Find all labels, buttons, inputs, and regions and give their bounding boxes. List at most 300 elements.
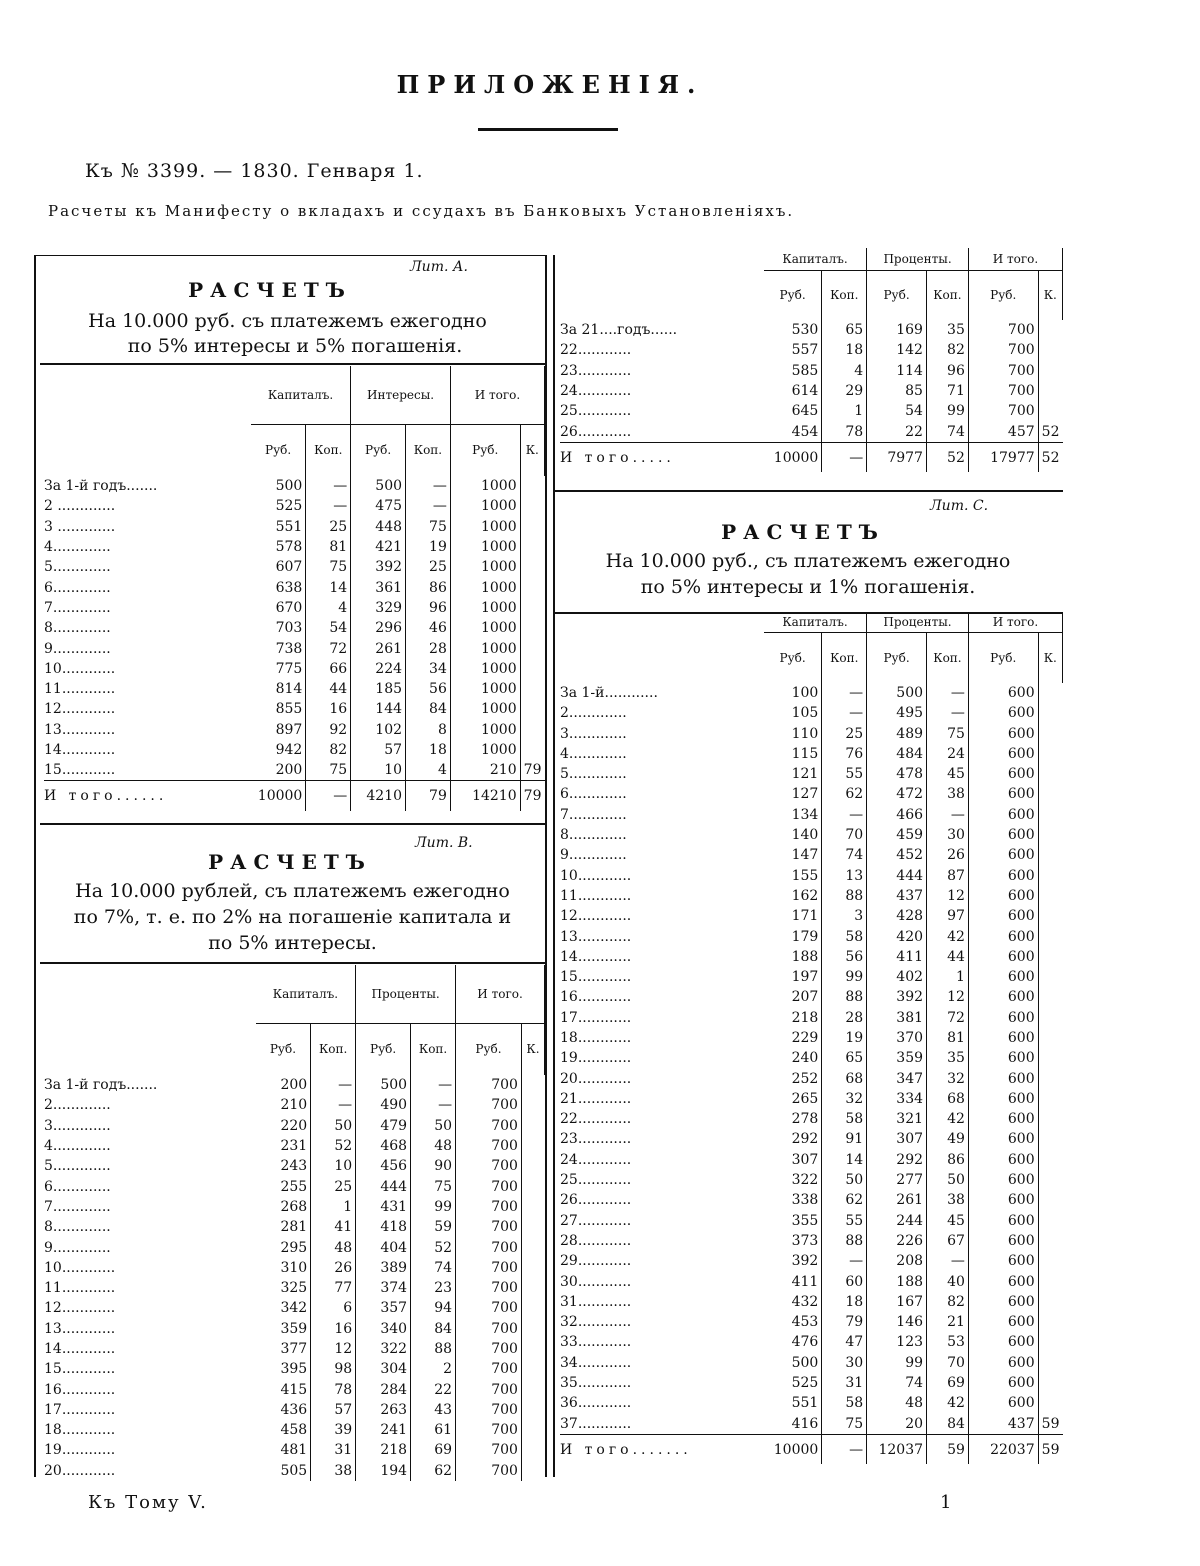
cap-rub-cell: 121 bbox=[764, 764, 822, 784]
row-label: 24............ bbox=[560, 383, 632, 400]
table-row bbox=[44, 1095, 545, 1115]
cap-kop-cell: 58 bbox=[822, 926, 867, 946]
total-rub-cell: 700 bbox=[456, 1095, 522, 1115]
col-k: К. bbox=[1038, 270, 1062, 320]
total-rub-cell: 700 bbox=[456, 1278, 522, 1298]
total-kop-cell bbox=[1038, 865, 1062, 885]
int-kop-cell: — bbox=[411, 1075, 456, 1095]
table-row bbox=[560, 381, 1063, 401]
cap-kop-cell: 54 bbox=[306, 618, 351, 638]
total-kop-cell bbox=[1038, 1008, 1062, 1028]
lit-a-bottom-rule bbox=[40, 823, 545, 825]
total-rub-cell: 1000 bbox=[450, 740, 520, 760]
col-k: К. bbox=[521, 1023, 544, 1075]
int-rub-cell: 444 bbox=[356, 1176, 411, 1196]
row-label: 18............ bbox=[44, 1422, 116, 1439]
row-label: 7............. bbox=[44, 1198, 111, 1215]
cap-rub-cell: 530 bbox=[764, 320, 822, 340]
int-rub-cell: 428 bbox=[867, 906, 927, 926]
cap-rub-cell: 557 bbox=[764, 340, 822, 360]
cap-rub-cell: 171 bbox=[764, 906, 822, 926]
total-rub-cell: 700 bbox=[456, 1217, 522, 1237]
cap-kop-cell: 75 bbox=[822, 1413, 867, 1434]
int-kop-cell: 71 bbox=[926, 381, 968, 401]
cap-kop-cell: 47 bbox=[822, 1332, 867, 1352]
cap-rub-cell: 395 bbox=[256, 1359, 311, 1379]
row-label: 33............ bbox=[560, 1334, 632, 1351]
int-rub-cell: 431 bbox=[356, 1197, 411, 1217]
col-rub: Руб. bbox=[968, 270, 1038, 320]
cap-kop-cell: 78 bbox=[822, 421, 867, 442]
table-row bbox=[560, 784, 1063, 804]
int-rub-cell: 146 bbox=[867, 1312, 927, 1332]
lit-c-raschet: РАСЧЕТЪ bbox=[721, 520, 885, 544]
total-kop-cell bbox=[521, 1420, 544, 1440]
cap-rub-cell: 500 bbox=[764, 1353, 822, 1373]
row-label: 17............ bbox=[560, 1009, 632, 1026]
int-kop-cell: 84 bbox=[406, 699, 451, 719]
int-rub-cell: 404 bbox=[356, 1237, 411, 1257]
row-label: 34............ bbox=[560, 1354, 632, 1371]
row-label: 5............. bbox=[560, 766, 627, 783]
cap-kop-cell: 70 bbox=[822, 825, 867, 845]
table-row bbox=[560, 320, 1063, 340]
total-rub-cell: 700 bbox=[968, 361, 1038, 381]
int-kop-cell: 68 bbox=[927, 1089, 969, 1109]
cap-kop-cell: 38 bbox=[311, 1461, 356, 1481]
int-kop-cell: 49 bbox=[927, 1129, 969, 1149]
total-rub-cell: 700 bbox=[456, 1116, 522, 1136]
cap-kop-cell: — bbox=[822, 703, 867, 723]
cap-rub-cell: 500 bbox=[251, 476, 306, 496]
cap-kop-cell: 16 bbox=[306, 699, 351, 719]
int-kop-cell: 50 bbox=[927, 1170, 969, 1190]
total-kop-cell bbox=[1038, 1028, 1062, 1048]
int-kop-cell: 96 bbox=[406, 598, 451, 618]
total-rub-cell: 1000 bbox=[450, 496, 520, 516]
int-rub-cell: 459 bbox=[867, 825, 927, 845]
int-rub-cell: 418 bbox=[356, 1217, 411, 1237]
total-rub-cell: 700 bbox=[968, 340, 1038, 360]
int-rub-cell: 54 bbox=[867, 401, 927, 421]
int-kop-cell: 50 bbox=[411, 1116, 456, 1136]
total-kop-cell bbox=[520, 740, 544, 760]
int-rub-cell: 357 bbox=[356, 1298, 411, 1318]
int-rub-cell: 307 bbox=[867, 1129, 927, 1149]
int-rub-cell: 374 bbox=[356, 1278, 411, 1298]
cap-rub-cell: 454 bbox=[764, 421, 822, 442]
int-kop-cell: 30 bbox=[927, 825, 969, 845]
cap-kop-cell: 3 bbox=[822, 906, 867, 926]
total-rub-cell: 600 bbox=[968, 947, 1038, 967]
row-label: 14............ bbox=[44, 742, 116, 758]
cap-kop-cell: 65 bbox=[822, 320, 867, 340]
table-row bbox=[560, 1129, 1063, 1149]
total-kop-cell bbox=[1038, 947, 1062, 967]
cap-rub-cell: 231 bbox=[256, 1136, 311, 1156]
cap-kop-cell: 78 bbox=[311, 1379, 356, 1399]
table-row bbox=[44, 1278, 545, 1298]
left-top-line bbox=[34, 255, 545, 256]
total-rub-cell: 600 bbox=[968, 967, 1038, 987]
col-kop: Коп. bbox=[406, 424, 451, 476]
table-row bbox=[560, 947, 1063, 967]
cap-kop-cell: 13 bbox=[822, 865, 867, 885]
row-label: 7............. bbox=[44, 599, 111, 616]
total-rub-cell: 1000 bbox=[450, 598, 520, 618]
col-kop: Коп. bbox=[822, 270, 867, 320]
cap-kop-cell: 4 bbox=[822, 361, 867, 381]
row-label: 16............ bbox=[44, 1381, 116, 1398]
total-kop-cell bbox=[1038, 320, 1062, 340]
cap-rub-cell: 134 bbox=[764, 805, 822, 825]
cap-kop-cell: 58 bbox=[822, 1109, 867, 1129]
row-label: 17............ bbox=[44, 1401, 116, 1418]
cap-kop-cell: — bbox=[822, 1251, 867, 1271]
cap-rub-cell: 342 bbox=[256, 1298, 311, 1318]
row-label: 12............ bbox=[44, 701, 116, 718]
int-rub-cell: 218 bbox=[356, 1440, 411, 1460]
int-kop-cell: 8 bbox=[406, 720, 451, 740]
row-label: 36............ bbox=[560, 1395, 632, 1412]
total-kop-cell bbox=[521, 1156, 544, 1176]
total-kop-cell: 59 bbox=[1041, 1415, 1060, 1432]
col-rub: Руб. bbox=[764, 633, 822, 683]
int-kop-cell: 72 bbox=[927, 1008, 969, 1028]
total-rub-cell: 600 bbox=[968, 1353, 1038, 1373]
row-label: 26............ bbox=[560, 423, 632, 440]
total-rub-cell: 600 bbox=[968, 1271, 1038, 1291]
total-kop-cell bbox=[1038, 845, 1062, 865]
cap-kop-cell: 12 bbox=[311, 1339, 356, 1359]
cap-kop-cell: 1 bbox=[822, 401, 867, 421]
int-rub-cell: 500 bbox=[351, 476, 406, 496]
row-label: 2 ............. bbox=[44, 498, 116, 515]
cap-kop-cell: — bbox=[306, 476, 351, 496]
table-row bbox=[560, 967, 1063, 987]
col-k: К. bbox=[1038, 633, 1062, 683]
document-subheading: Расчеты къ Манифесту о вкладахъ и ссудахъ въ Банковыхъ Установленіяхъ. bbox=[48, 202, 795, 220]
int-kop-cell: 12 bbox=[927, 886, 969, 906]
cap-rub-cell: 110 bbox=[764, 723, 822, 743]
cap-kop-cell: 14 bbox=[306, 577, 351, 597]
cap-kop-cell: — bbox=[822, 1434, 867, 1464]
total-kop-cell bbox=[1038, 1129, 1062, 1149]
total-kop-cell bbox=[520, 577, 544, 597]
cap-rub-cell: 814 bbox=[251, 679, 306, 699]
col-kop: Коп. bbox=[306, 424, 351, 476]
cap-kop-cell: 88 bbox=[822, 886, 867, 906]
int-rub-cell: 7977 bbox=[867, 442, 927, 472]
int-rub-cell: 437 bbox=[867, 886, 927, 906]
table-row bbox=[560, 845, 1063, 865]
cap-kop-cell: — bbox=[822, 805, 867, 825]
cap-kop-cell: 31 bbox=[311, 1440, 356, 1460]
table-row bbox=[44, 577, 545, 597]
cap-kop-cell: 29 bbox=[822, 381, 867, 401]
cap-kop-cell: 77 bbox=[311, 1278, 356, 1298]
total-rub-cell: 600 bbox=[968, 744, 1038, 764]
lit-c-table bbox=[560, 612, 1063, 1464]
row-label: 6............. bbox=[44, 1178, 111, 1195]
int-kop-cell: 82 bbox=[926, 340, 968, 360]
total-kop-cell bbox=[1038, 1150, 1062, 1170]
lit-b-label: Лит. В. bbox=[415, 835, 473, 851]
table-row bbox=[44, 1116, 545, 1136]
int-rub-cell: 57 bbox=[351, 740, 406, 760]
cap-rub-cell: 268 bbox=[256, 1197, 311, 1217]
row-label: 16............ bbox=[560, 989, 632, 1006]
table-row bbox=[560, 1292, 1063, 1312]
cap-rub-cell: 525 bbox=[251, 496, 306, 516]
int-kop-cell: 43 bbox=[411, 1400, 456, 1420]
total-rub-cell: 1000 bbox=[450, 557, 520, 577]
total-kop-cell bbox=[520, 496, 544, 516]
row-label: 29............ bbox=[560, 1253, 632, 1270]
int-kop-cell: 61 bbox=[411, 1420, 456, 1440]
row-label: 11............ bbox=[560, 887, 632, 904]
total-kop-cell bbox=[1038, 1048, 1062, 1068]
int-kop-cell: 74 bbox=[411, 1258, 456, 1278]
col-kop: Коп. bbox=[927, 633, 969, 683]
total-rub-cell: 600 bbox=[968, 825, 1038, 845]
cap-kop-cell: 88 bbox=[822, 987, 867, 1007]
int-kop-cell: 23 bbox=[411, 1278, 456, 1298]
cap-kop-cell: 30 bbox=[822, 1353, 867, 1373]
col-itogo: И того. bbox=[968, 248, 1062, 270]
col-protsenty: Проценты. bbox=[356, 965, 456, 1023]
row-label: За 1-й годъ....... bbox=[44, 1077, 158, 1094]
cap-rub-cell: 432 bbox=[764, 1292, 822, 1312]
cap-kop-cell: 92 bbox=[306, 720, 351, 740]
cap-rub-cell: 505 bbox=[256, 1461, 311, 1481]
total-kop-cell bbox=[1038, 381, 1062, 401]
int-kop-cell: 22 bbox=[411, 1379, 456, 1399]
total-rub-cell: 1000 bbox=[450, 618, 520, 638]
int-rub-cell: 226 bbox=[867, 1231, 927, 1251]
int-kop-cell: 42 bbox=[927, 926, 969, 946]
table-row bbox=[44, 1339, 545, 1359]
int-rub-cell: 277 bbox=[867, 1170, 927, 1190]
lit-c-desc-2: по 5% интересы и 1% погашенія. bbox=[640, 576, 976, 598]
total-row bbox=[560, 1434, 1063, 1464]
int-kop-cell: 67 bbox=[927, 1231, 969, 1251]
cap-rub-cell: 415 bbox=[256, 1379, 311, 1399]
total-rub-cell: 22037 bbox=[968, 1434, 1038, 1464]
col-kapital: Капиталъ. bbox=[251, 366, 351, 424]
cap-rub-cell: 638 bbox=[251, 577, 306, 597]
total-rub-cell: 600 bbox=[968, 784, 1038, 804]
int-kop-cell: 97 bbox=[927, 906, 969, 926]
total-kop-cell bbox=[521, 1440, 544, 1460]
total-kop-cell bbox=[1038, 1190, 1062, 1210]
int-kop-cell: 44 bbox=[927, 947, 969, 967]
table-row bbox=[44, 1420, 545, 1440]
col-kop: Коп. bbox=[311, 1023, 356, 1075]
col-kop: Коп. bbox=[926, 270, 968, 320]
total-rub-cell: 457 bbox=[968, 421, 1038, 442]
lit-a-raschet: РАСЧЕТЪ bbox=[188, 278, 352, 302]
lit-a-desc-2: по 5% интересы и 5% погашенія. bbox=[127, 335, 463, 357]
cap-rub-cell: 359 bbox=[256, 1319, 311, 1339]
cap-rub-cell: 147 bbox=[764, 845, 822, 865]
cap-kop-cell: 62 bbox=[822, 1190, 867, 1210]
int-kop-cell: 1 bbox=[927, 967, 969, 987]
col-kop: Коп. bbox=[411, 1023, 456, 1075]
total-kop-cell bbox=[1038, 744, 1062, 764]
cap-kop-cell: 91 bbox=[822, 1129, 867, 1149]
cap-kop-cell: 52 bbox=[311, 1136, 356, 1156]
cap-rub-cell: 458 bbox=[256, 1420, 311, 1440]
int-kop-cell: 21 bbox=[927, 1312, 969, 1332]
total-kop-cell bbox=[1038, 1373, 1062, 1393]
row-label: 5............. bbox=[44, 559, 111, 576]
row-label: 11............ bbox=[44, 681, 116, 698]
col-k: К. bbox=[520, 424, 544, 476]
table-row bbox=[560, 1190, 1063, 1210]
row-label: 9............. bbox=[44, 640, 111, 657]
total-rub-cell: 700 bbox=[456, 1461, 522, 1481]
total-rub-cell: 600 bbox=[968, 1028, 1038, 1048]
cap-rub-cell: 210 bbox=[256, 1095, 311, 1115]
cap-kop-cell: 6 bbox=[311, 1298, 356, 1318]
total-kop-cell bbox=[521, 1339, 544, 1359]
cap-rub-cell: 278 bbox=[764, 1109, 822, 1129]
table-row bbox=[560, 1353, 1063, 1373]
int-rub-cell: 466 bbox=[867, 805, 927, 825]
int-rub-cell: 359 bbox=[867, 1048, 927, 1068]
row-label: 30............ bbox=[560, 1273, 632, 1290]
row-label: 14............ bbox=[560, 948, 632, 965]
total-kop-cell bbox=[1038, 1353, 1062, 1373]
int-kop-cell: 35 bbox=[927, 1048, 969, 1068]
cap-kop-cell: 62 bbox=[822, 784, 867, 804]
center-frame-line-2 bbox=[553, 255, 555, 1477]
cap-kop-cell: 19 bbox=[822, 1028, 867, 1048]
col-rub: Руб. bbox=[351, 424, 406, 476]
row-label: 28............ bbox=[560, 1232, 632, 1249]
table-row bbox=[560, 1150, 1063, 1170]
total-rub-cell: 210 bbox=[450, 760, 520, 781]
int-kop-cell: 34 bbox=[406, 659, 451, 679]
cap-kop-cell: — bbox=[311, 1075, 356, 1095]
total-rub-cell: 600 bbox=[968, 1068, 1038, 1088]
int-kop-cell: 75 bbox=[411, 1176, 456, 1196]
table-row bbox=[44, 1319, 545, 1339]
int-kop-cell: 32 bbox=[927, 1068, 969, 1088]
row-label: 25............ bbox=[560, 403, 632, 420]
cap-rub-cell: 703 bbox=[251, 618, 306, 638]
total-rub-cell: 700 bbox=[456, 1359, 522, 1379]
int-kop-cell: 87 bbox=[927, 865, 969, 885]
int-rub-cell: 22 bbox=[867, 421, 927, 442]
total-kop-cell bbox=[521, 1400, 544, 1420]
cap-kop-cell: 18 bbox=[822, 1292, 867, 1312]
total-kop-cell bbox=[520, 557, 544, 577]
total-rub-cell: 600 bbox=[968, 886, 1038, 906]
cap-kop-cell: 31 bbox=[822, 1373, 867, 1393]
total-rub-cell: 700 bbox=[456, 1156, 522, 1176]
int-kop-cell: — bbox=[411, 1095, 456, 1115]
cap-rub-cell: 100 bbox=[764, 683, 822, 703]
table-row bbox=[560, 1028, 1063, 1048]
total-rub-cell: 600 bbox=[968, 987, 1038, 1007]
table-row bbox=[44, 1197, 545, 1217]
total-rub-cell: 600 bbox=[968, 1393, 1038, 1413]
int-kop-cell: 42 bbox=[927, 1109, 969, 1129]
row-label: 20............ bbox=[44, 1462, 116, 1479]
table-row bbox=[560, 1109, 1063, 1129]
cap-kop-cell: 75 bbox=[306, 557, 351, 577]
table-row bbox=[44, 1176, 545, 1196]
cap-rub-cell: 578 bbox=[251, 537, 306, 557]
int-kop-cell: 84 bbox=[411, 1319, 456, 1339]
total-rub-cell: 1000 bbox=[450, 659, 520, 679]
cap-rub-cell: 897 bbox=[251, 720, 306, 740]
row-label: 35............ bbox=[560, 1375, 632, 1392]
total-rub-cell: 700 bbox=[456, 1298, 522, 1318]
center-frame-line-1 bbox=[545, 255, 547, 1477]
row-label: 9............. bbox=[560, 847, 627, 864]
total-rub-cell: 700 bbox=[456, 1258, 522, 1278]
int-rub-cell: 334 bbox=[867, 1089, 927, 1109]
row-label: 6............. bbox=[44, 579, 111, 596]
row-label: 2............. bbox=[560, 705, 627, 722]
total-kop-cell bbox=[521, 1237, 544, 1257]
cap-kop-cell: — bbox=[306, 496, 351, 516]
total-kop-cell bbox=[521, 1379, 544, 1399]
total-rub-cell: 600 bbox=[968, 1109, 1038, 1129]
cap-rub-cell: 614 bbox=[764, 381, 822, 401]
col-rub: Руб. bbox=[256, 1023, 311, 1075]
table-row bbox=[560, 886, 1063, 906]
page-title: ПРИЛОЖЕНІЯ. bbox=[396, 70, 704, 99]
total-kop-cell bbox=[521, 1278, 544, 1298]
cap-kop-cell: 44 bbox=[306, 679, 351, 699]
int-kop-cell: — bbox=[927, 683, 969, 703]
row-label: 8............. bbox=[44, 1219, 111, 1236]
total-kop-cell bbox=[1038, 683, 1062, 703]
row-label: 9............. bbox=[44, 1239, 111, 1256]
int-kop-cell: 38 bbox=[927, 1190, 969, 1210]
total-kop-cell bbox=[521, 1116, 544, 1136]
row-label: 15............ bbox=[44, 762, 116, 779]
int-rub-cell: 102 bbox=[351, 720, 406, 740]
cap-rub-cell: 162 bbox=[764, 886, 822, 906]
table-row bbox=[44, 1075, 545, 1095]
lit-a-label: Лит. А. bbox=[410, 259, 468, 275]
cap-rub-cell: 281 bbox=[256, 1217, 311, 1237]
table-row bbox=[44, 1461, 545, 1481]
table-row bbox=[44, 1400, 545, 1420]
total-rub-cell: 17977 bbox=[968, 442, 1038, 472]
table-row bbox=[560, 825, 1063, 845]
total-kop-cell bbox=[1038, 1068, 1062, 1088]
total-kop-cell bbox=[1038, 805, 1062, 825]
table-row bbox=[44, 659, 545, 679]
cap-rub-cell: 127 bbox=[764, 784, 822, 804]
int-kop-cell: 94 bbox=[411, 1298, 456, 1318]
row-label: 14............ bbox=[44, 1341, 116, 1357]
cap-rub-cell: 292 bbox=[764, 1129, 822, 1149]
int-rub-cell: 392 bbox=[867, 987, 927, 1007]
cap-rub-cell: 240 bbox=[764, 1048, 822, 1068]
int-rub-cell: 185 bbox=[351, 679, 406, 699]
int-kop-cell: 45 bbox=[927, 1211, 969, 1231]
total-rub-cell: 1000 bbox=[450, 699, 520, 719]
total-rub-cell: 14210 bbox=[450, 781, 520, 811]
total-kop-cell: 79 bbox=[523, 762, 542, 779]
